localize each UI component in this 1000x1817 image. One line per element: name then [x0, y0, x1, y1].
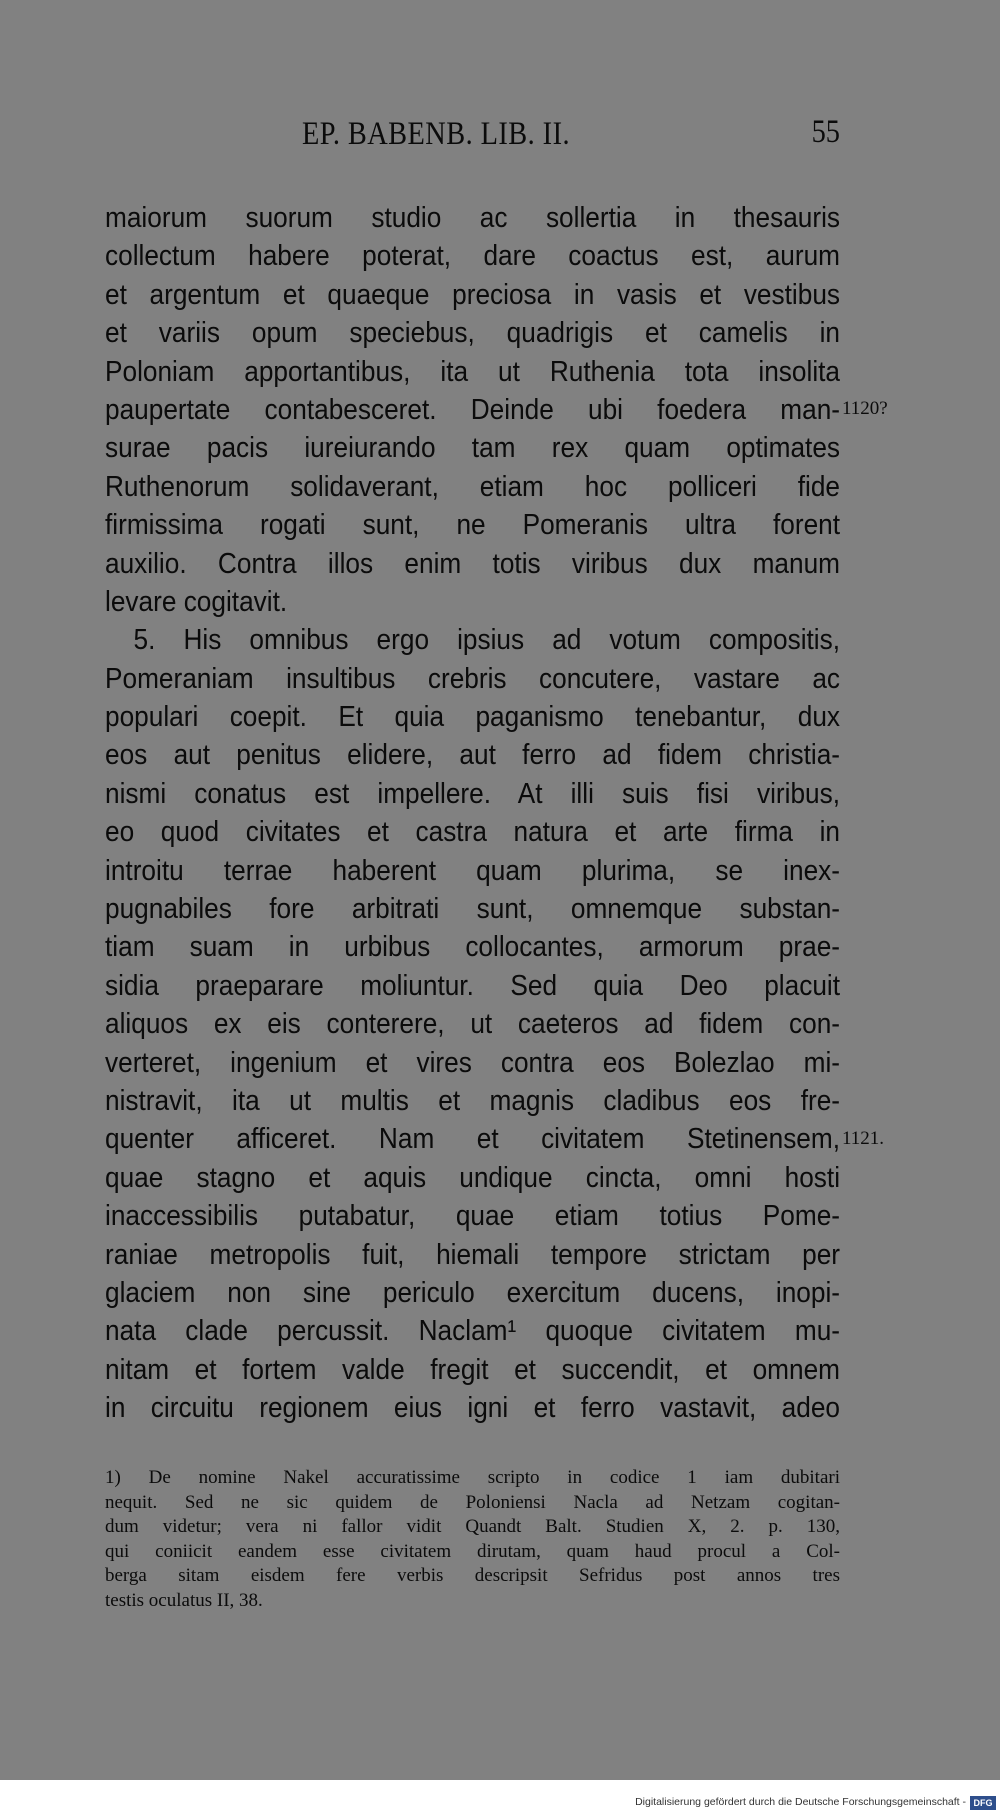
text-line: maiorum suorum studio ac sollertia in thesauris — [105, 202, 841, 234]
text-line: Poloniam apportantibus, ita ut Ruthenia tota insolita — [105, 355, 841, 388]
body-text — [105, 199, 840, 1428]
text-line: introitu terrae haberent quam plurima, se inex- — [105, 854, 841, 887]
margin-year-note: 1120? — [842, 398, 888, 419]
digitization-footer — [0, 1780, 1000, 1817]
text-line: surae pacis iureiurando tam rex quam optimates — [105, 432, 841, 465]
page-header — [104, 110, 840, 160]
page-number: 55 — [811, 114, 840, 150]
footnotes — [105, 1466, 840, 1614]
text-line: nismi conatus est impellere. At illi suis fisi viribus, — [105, 777, 841, 810]
text-line: eos aut penitus elidere, aut ferro ad fidem christia- — [105, 739, 841, 772]
text-line: Pomeraniam insultibus crebris concutere, vastare ac — [105, 662, 841, 695]
footnote-line: 1) De nomine Nakel accuratissime scripto in codice 1 iam dubitari — [105, 1467, 840, 1488]
text-line: inaccessibilis putabatur, quae etiam totius Pome- — [105, 1200, 841, 1233]
text-line: eo quod civitates et castra natura et arte firma in — [105, 816, 841, 849]
text-line: verteret, ingenium et vires contra eos Bolezlao mi- — [105, 1046, 841, 1079]
text-line: auxilio. Contra illos enim totis viribus dux manum — [105, 547, 841, 580]
text-line: Ruthenorum solidaverant, etiam hoc polliceri fide — [105, 470, 841, 503]
text-line: quenter afficeret. Nam et civitatem Stetinensem, — [105, 1123, 841, 1156]
text-line: populari coepit. Et quia paganismo tenebantur, dux — [105, 701, 841, 734]
text-line: raniae metropolis fuit, hiemali tempore strictam per — [105, 1238, 841, 1271]
margin-year-note: 1121. — [842, 1128, 885, 1149]
text-line: nitam et fortem valde fregit et succendit, et omnem — [105, 1353, 841, 1386]
footnote-line: testis oculatus II, 38. — [105, 1589, 263, 1611]
dfg-logo-icon: DFG — [970, 1796, 996, 1810]
text-line: collectum habere poterat, dare coactus est, aurum — [105, 240, 841, 273]
text-line: quae stagno et aquis undique cincta, omni hosti — [105, 1161, 841, 1194]
digitization-notice: Digitalisierung gefördert durch die Deutsche Forschungsgemeinschaft - — [635, 1796, 966, 1808]
text-line: tiam suam in urbibus collocantes, armorum prae- — [105, 931, 841, 964]
text-line: sidia praeparare moliuntur. Sed quia Deo placuit — [105, 969, 841, 1002]
text-line: aliquos ex eis conterere, ut caeteros ad fidem con- — [105, 1008, 841, 1041]
text-line: paupertate contabesceret. Deinde ubi foedera man- — [105, 393, 841, 426]
footnote-line: dum videtur; vera ni fallor vidit Quandt Balt. Studien X, 2. p. 130, — [105, 1516, 840, 1538]
running-title: EP. BABENB. LIB. II. — [302, 116, 570, 152]
text-line: in circuitu regionem eius igni et ferro vastavit, adeo — [105, 1392, 841, 1425]
text-line: glaciem non sine periculo exercitum ducens, inopi- — [105, 1276, 841, 1309]
text-line: nistravit, ita ut multis et magnis cladibus eos fre- — [105, 1084, 841, 1117]
text-line: et variis opum speciebus, quadrigis et camelis in — [105, 317, 841, 350]
text-line: pugnabiles fore arbitrati sunt, omnemque substan- — [105, 893, 841, 926]
text-line: et argentum et quaeque preciosa in vasis et vestibus — [105, 278, 841, 311]
footnote-line: nequit. Sed ne sic quidem de Poloniensi Nacla ad Netzam cogitan- — [105, 1491, 840, 1513]
text-line: firmissima rogati sunt, ne Pomeranis ultra forent — [105, 509, 841, 542]
paragraph-start-line: 5. His omnibus ergo ipsius ad votum compositis, — [133, 624, 841, 657]
footnote-line: qui coniicit eandem esse civitatem dirutam, quam haud procul a Col- — [105, 1540, 840, 1562]
text-line: nata clade percussit. Naclam¹ quoque civitatem mu- — [105, 1315, 841, 1348]
text-line: levare cogitavit. — [105, 585, 288, 618]
footnote-line: berga sitam eisdem fere verbis descripsit Sefridus post annos tres — [105, 1565, 840, 1587]
